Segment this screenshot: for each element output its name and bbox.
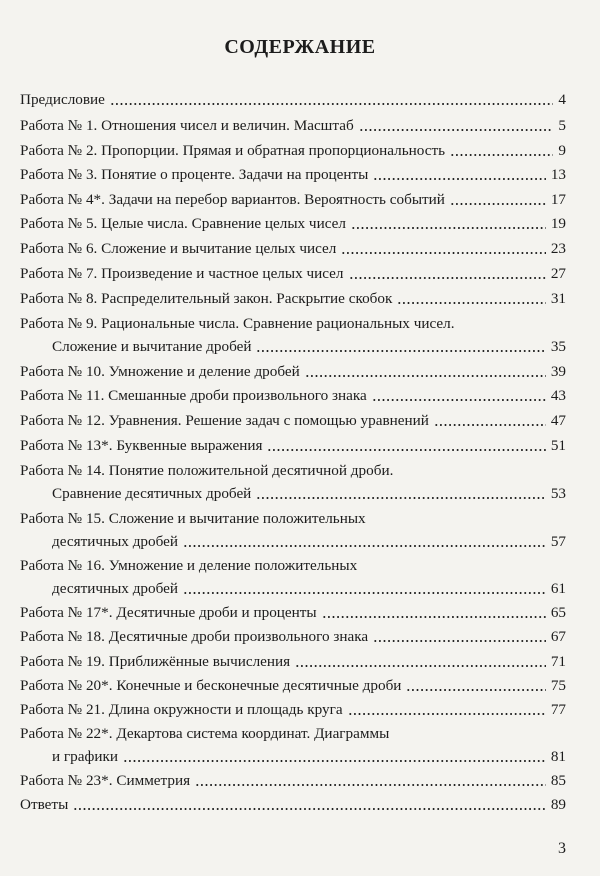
page-title: СОДЕРЖАНИЕ [224,36,376,58]
dot-leader [372,399,546,401]
toc-entry-title: Работа № 5. Целые числа. Сравнение целых чисел [20,215,346,232]
toc-entry-title: Работа № 4*. Задачи на перебор вариантов. Вероятность событий [20,191,445,208]
toc-entry-title: Работа № 18. Десятичные дроби произвольного знака [20,628,369,645]
toc-entry[interactable] [20,771,566,791]
toc-entry-title-line2: десятичных дробей [52,533,179,550]
toc-entry-page: 9 [558,142,566,159]
dot-leader [110,103,553,105]
toc-entry[interactable] [20,214,566,234]
toc-entry[interactable] [20,676,566,696]
toc-entry[interactable] [20,652,566,672]
dot-leader [373,640,546,642]
toc-entry-title-line2: Сложение и вычитание дробей [52,338,252,355]
toc-entry-title: Работа № 11. Смешанные дроби произвольного знака [20,387,367,404]
toc-entry-title: Предисловие [20,91,105,108]
toc-entry-page: 31 [550,290,566,307]
toc-entry-page: 57 [550,533,566,550]
toc-entry-title: Работа № 20*. Конечные и бесконечные десятичные дроби [20,677,402,694]
dot-leader [73,808,546,810]
toc-entry[interactable] [20,603,566,623]
dot-leader [295,665,546,667]
dot-leader [348,713,546,715]
dot-leader [256,350,545,352]
toc-entry-page: 39 [550,363,566,380]
toc-entry[interactable] [20,289,566,309]
toc-entry[interactable] [20,411,566,431]
toc-entry[interactable] [20,165,566,185]
toc-entry[interactable] [20,795,566,815]
toc-entry-page: 27 [550,265,566,282]
dot-leader [322,616,546,618]
toc-entry[interactable] [20,700,566,720]
toc-entry-title: Ответы [20,796,69,813]
toc-entry-page: 65 [550,604,566,621]
toc-entry-title: Работа № 2. Пропорции. Прямая и обратная пропорциональность [20,142,446,159]
toc-entry[interactable] [20,116,566,136]
toc-entry-page: 13 [550,166,566,183]
toc-entry-title-line2: Сравнение десятичных дробей [52,485,252,502]
toc-entry-page: 89 [550,796,566,813]
toc-entry-title: Работа № 19. Приближённые вычисления [20,653,291,670]
toc-entry-page: 43 [550,387,566,404]
toc-entry-title: Работа № 21. Длина окружности и площадь круга [20,701,343,718]
toc-entry[interactable] [20,264,566,284]
toc-entry-title: Работа № 23*. Симметрия [20,772,191,789]
toc-entry[interactable] [20,190,566,210]
toc-entry-title: Работа № 3. Понятие о проценте. Задачи на проценты [20,166,369,183]
toc-entry-page: 61 [550,580,566,597]
toc-entry-title: Работа № 1. Отношения чисел и величин. Масштаб [20,117,354,134]
toc-entry-page: 85 [550,772,566,789]
toc-entry-page: 77 [550,701,566,718]
dot-leader [373,178,545,180]
toc-entry[interactable] [20,239,566,259]
toc-entry[interactable] [20,362,566,382]
toc-entry[interactable] [52,484,566,504]
dot-leader [359,129,554,131]
toc-entry-title: Работа № 17*. Десятичные дроби и проценты [20,604,317,621]
toc-entry-page: 75 [550,677,566,694]
toc-entry[interactable] [20,436,566,456]
toc-entry-title: Работа № 8. Распределительный закон. Раскрытие скобок [20,290,393,307]
toc-entry-page: 51 [550,437,566,454]
dot-leader [123,760,546,762]
toc-entry-title: Работа № 6. Сложение и вычитание целых чисел [20,240,337,257]
toc-entry-title-line1[interactable]: Работа № 16. Умножение и деление положительных [20,557,358,574]
toc-entry-title: Работа № 10. Умножение и деление дробей [20,363,300,380]
toc-entry-title-line1[interactable]: Работа № 9. Рациональные числа. Сравнение рациональных чисел. [20,315,455,332]
toc-entry-page: 71 [550,653,566,670]
toc-entry[interactable] [20,141,566,161]
dot-leader [349,277,546,279]
toc-entry-title: Работа № 7. Произведение и частное целых чисел [20,265,344,282]
toc-entry-page: 23 [550,240,566,257]
toc-entry-title-line2: десятичных дробей [52,580,179,597]
toc-entry-title-line2: и графики [52,748,118,765]
toc-entry-title-line1[interactable]: Работа № 15. Сложение и вычитание положительных [20,510,366,527]
toc-entry-page: 35 [550,338,566,355]
toc-entry-page: 67 [550,628,566,645]
toc-entry-title: Работа № 12. Уравнения. Решение задач с помощью уравнений [20,412,429,429]
dot-leader [183,592,546,594]
toc-entry[interactable] [52,579,566,599]
toc-entry-title: Работа № 13*. Буквенные выражения [20,437,263,454]
dot-leader [305,375,546,377]
toc-entry-page: 53 [550,485,566,502]
dot-leader [195,784,546,786]
toc-entry-title-line1[interactable]: Работа № 22*. Декартова система координат. Диаграммы [20,725,390,742]
dot-leader [351,227,546,229]
dot-leader [341,252,545,254]
toc-entry-page: 47 [550,412,566,429]
toc-entry-page: 5 [558,117,566,134]
toc-entry[interactable] [52,337,566,357]
dot-leader [183,545,546,547]
toc-entry-page: 17 [550,191,566,208]
dot-leader [434,424,546,426]
toc-entry[interactable] [52,747,566,767]
dot-leader [450,203,546,205]
toc-entry[interactable] [20,627,566,647]
toc-entry-title-line1[interactable]: Работа № 14. Понятие положительной десятичной дроби. [20,462,394,479]
dot-leader [256,497,546,499]
dot-leader [450,154,553,156]
toc-entry-page: 81 [550,748,566,765]
page-number: 3 [558,840,566,857]
toc-entry[interactable] [20,90,566,110]
dot-leader [397,302,545,304]
toc-entry-page: 19 [550,215,566,232]
dot-leader [406,689,545,691]
dot-leader [267,449,545,451]
toc-entry[interactable] [52,532,566,552]
toc-entry[interactable] [20,386,566,406]
toc-entry-page: 4 [558,91,566,108]
